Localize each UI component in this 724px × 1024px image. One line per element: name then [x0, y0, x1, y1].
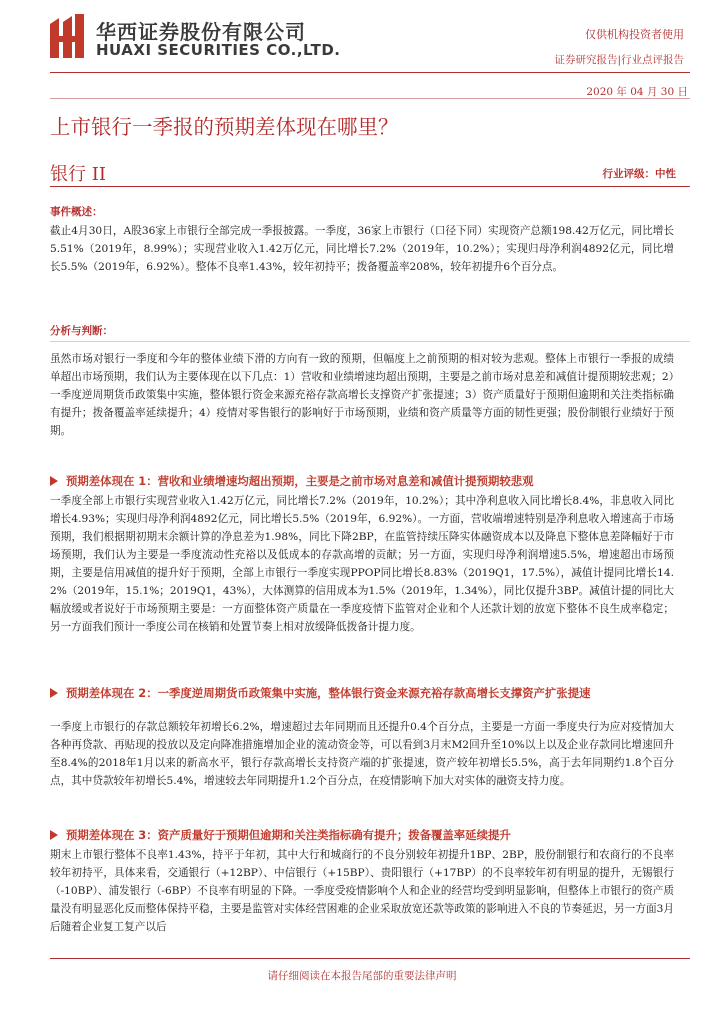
huaxi-logo-icon	[50, 14, 84, 58]
analysis-intro: 虽然市场对银行一季度和今年的整体业绩下滑的方向有一致的预期，但幅度上之前预期的相对较为悲观。整体上市银行一季报的成绩单超出市场预期，我们认为主要体现在以下几点：1）营收和业绩增速均超出预期，主要是之前市场对息差和减值计提预期较悲观；2）一季度逆周期货币政策集中实施，整体银行资金来源充裕存款高增长支撑资产扩张提速；3）资产质量好于预期但逾期和关注类指标确有提升；拨备覆盖率延续提升；4）疫情对零售银行的影响好于市场预期，业绩和资产质量等方面的韧性更强；股份制银行业绩好于预期。	[50, 353, 674, 437]
sector-name: 银行 II	[50, 164, 106, 185]
point-3-paragraph: 期末上市银行整体不良率1.43%，持平于年初，其中大行和城商行的不良分别较年初提升1BP、2BP，股份制银行和农商行的不良率较年初持平，具体来看，交通银行（+12BP）、中信银行（+15BP）、贵阳银行（+17BP）的不良率较年初有明显的提升，无锡银行（-10BP）、浦发银行（-6BP）不良率有明显的下降。一季度受疫情影响个人和企业的经营均受到明显影响，但整体上市银行的资产质量没有明显恶化反而整体保持平稳，主要是监管对实体经营困难的企业采取放宽还款等政策的影响进入不良的节奏延迟，另一方面3月后随着企业复工复产以后	[50, 849, 674, 933]
footer-divider	[50, 958, 690, 959]
event-label: 事件概述：	[50, 206, 103, 218]
point-1-heading: 预期差体现在 1：营收和业绩增速均超出预期，主要是之前市场对息差和减值计提预期较悲观	[50, 472, 680, 490]
report-category: 证券研究报告|行业点评报告	[554, 54, 684, 66]
triangle-bullet-icon	[50, 830, 58, 840]
analysis-divider	[50, 341, 690, 342]
point-3-heading: 预期差体现在 3：资产质量好于预期但逾期和关注类指标确有提升；拨备覆盖率延续提升	[50, 826, 680, 844]
report-date: 2020 年 04 月 30 日	[586, 86, 688, 98]
date-divider	[50, 98, 690, 99]
industry-rating: 行业评级：中性	[602, 168, 676, 180]
audience-note: 仅供机构投资者使用	[585, 28, 684, 41]
event-paragraph: 截止4月30日，A股36家上市银行全部完成一季报披露。一季度，36家上市银行（口径下同）实现资产总额198.42万亿元，同比增长5.51%（2019年，8.99%）；实现营业收入1.42万亿元，同比增长7.2%（2019年，10.2%）；实现归母净利润4892亿元，同比增长5.5%（2019年，6.92%）。整体不良率1.43%，较年初持平；拨备覆盖率208%，较年初提升6个百分点。	[50, 225, 674, 273]
triangle-bullet-icon	[50, 688, 58, 698]
report-title: 上市银行一季报的预期差体现在哪里？	[50, 115, 399, 139]
company-name-cn: 华西证券股份有限公司	[96, 20, 306, 44]
legal-disclaimer-note: 请仔细阅读在本报告尾部的重要法律声明	[267, 970, 457, 982]
point-2-paragraph: 一季度上市银行的存款总额较年初增长6.2%，增速超过去年同期而且还提升0.4个百分点，主要是一方面一季度央行为应对疫情加大各种再贷款、再贴现的投放以及定向降准措施增加企业的流动资金等，可以看到3月末M2回升至10%以上以及企业存款同比增速回升至8.4%的2018年1月以来的新高水平，银行存款高增长支持资产端的扩张提速，资产较年初增长5.5%，高于去年同期约1.8个百分点，其中贷款较年初增长5.4%，增速较去年同期提升1.2个百分点，在疫情影响下加大对实体的融资支持力度。	[50, 721, 674, 787]
header-divider	[50, 72, 690, 73]
triangle-bullet-icon	[50, 476, 58, 486]
company-name-en: HUAXI SECURITIES CO.,LTD.	[96, 41, 341, 59]
sector-divider	[50, 186, 690, 187]
analysis-label: 分析与判断：	[50, 325, 113, 337]
point-1-paragraph: 一季度全部上市银行实现营业收入1.42万亿元，同比增长7.2%（2019年，10.2%）；其中净利息收入同比增长8.4%，非息收入同比增长4.93%；实现归母净利润4892亿元，同比增长5.5%（2019年，6.92%）。一方面，营收端增速特别是净利息收入增速高于市场预期，我们根据期初期末余额计算的净息差为1.98%，同比下降2BP，在监管持续压降实体融资成本以及降息下整体息差降幅好于市场预期，我们认为主要是一季度流动性充裕以及低成本的存款高增的贡献；另一方面，实现归母净利润增速5.5%，增速超出市场预期，主要是信用减值的提升好于预期，全部上市银行一季度实现PPOP同比增长8.83%（2019Q1，17.5%），减值计提同比增长14.2%（2019年，15.1%；2019Q1，43%），大体测算的信用成本为1.5%（2019年，1.34%），同比仅提升3BP。减值计提的同比大幅放缓或者说好于市场预期主要是：一方面整体资产质量在一季度疫情下监管对企业和个人还款计划的放宽下整体不良生成率稳定；另一方面我们预计一季度公司在核销和处置节奏上相对放缓降低拨备计提力度。	[50, 495, 674, 633]
point-2-heading: 预期差体现在 2：一季度逆周期货币政策集中实施，整体银行资金来源充裕存款高增长支撑资产扩张提速	[50, 684, 680, 702]
